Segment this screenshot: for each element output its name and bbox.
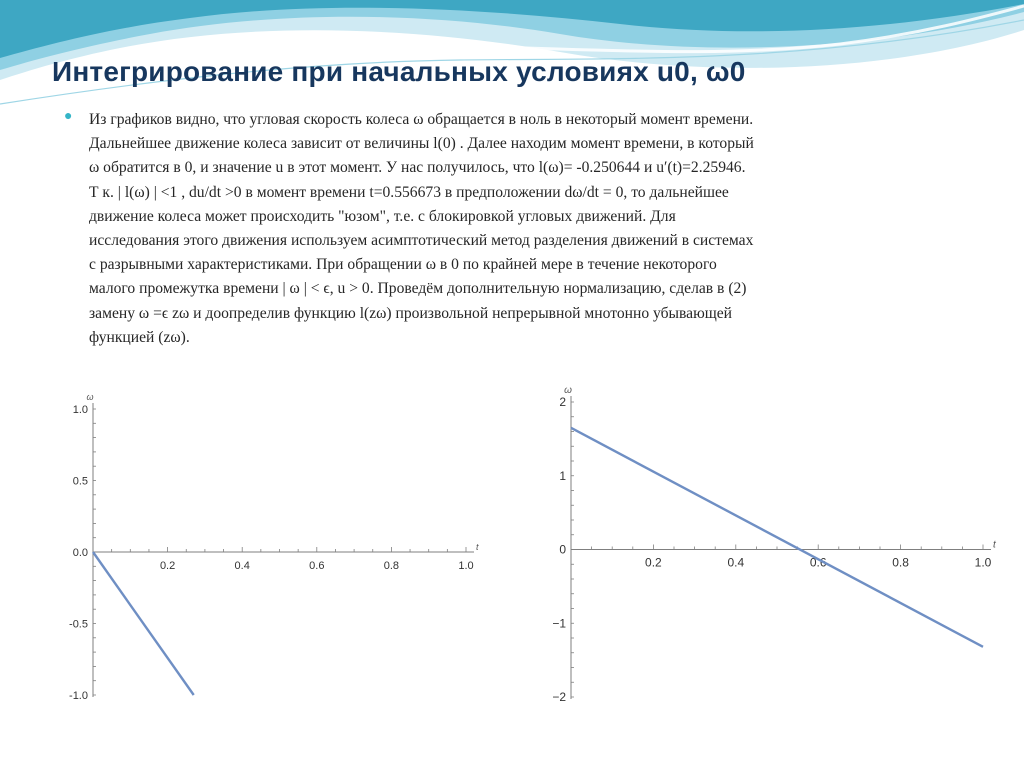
paragraph-line: Дальнейшее движение колеса зависит от величины l(0) . Далее находим момент времени, в который — [89, 135, 754, 153]
body-paragraph — [89, 108, 965, 350]
chart-canvas — [551, 377, 998, 707]
y-tick-label: 1.0 — [72, 404, 88, 416]
y-tick-label: 0.5 — [72, 475, 88, 488]
paragraph-line: функцией (zω). — [89, 328, 190, 346]
paragraph-line: ω обратится в 0, и значение u в этот момент. У нас получилось, что l(ω)= -0.250644 и u′(t)=2.25946. — [89, 159, 746, 177]
x-tick-label: 1.0 — [458, 560, 474, 572]
y-tick-label: 2 — [559, 395, 566, 409]
paragraph-line: Т к. | l(ω) | <1 , du/dt >0 в момент времени t=0.556673 в предположении dω/dt = 0, то дальнейшее — [89, 183, 729, 201]
y-tick-label: -0.5 — [69, 618, 88, 631]
x-tick-label: 0.2 — [645, 555, 662, 570]
y-tick-label: 0 — [559, 542, 566, 557]
paragraph-line: Из графиков видно, что угловая скорость колеса ω обращается в ноль в некоторый момент времени. — [89, 111, 754, 128]
paragraph-line: замену ω =ϵ zω и доопределив функцию l(zω) произвольной непрерывной мнотонно убывающей — [89, 304, 733, 322]
chart-left — [66, 385, 480, 707]
series-line — [571, 428, 983, 647]
y-tick-label: -1.0 — [69, 690, 88, 702]
x-tick-label: 0.4 — [234, 560, 250, 572]
x-tick-label: 0.6 — [309, 560, 325, 572]
paragraph-line: исследования этого движения используем асимптотический метод разделения движений в системах — [89, 232, 754, 250]
paragraph-line: движение колеса может происходить "юзом", т.е. с блокировкой угловых движений. Для — [89, 207, 676, 225]
series-line — [93, 552, 194, 695]
x-axis-label: t — [476, 542, 479, 552]
x-tick-label: 0.4 — [727, 555, 745, 570]
x-tick-label: 1.0 — [974, 555, 992, 570]
y-tick-label: −2 — [552, 690, 566, 704]
paragraph-line: малого промежутка времени | ω | < ϵ, u > 0. Проведём дополнительную нормализацию, сделав в (2) — [89, 280, 747, 298]
y-axis-label: ω — [86, 392, 94, 402]
bullet-dot-icon: ● — [64, 109, 73, 124]
y-tick-label: −1 — [552, 616, 566, 631]
chart-canvas — [66, 385, 480, 707]
x-tick-label: 0.6 — [809, 555, 827, 570]
slide-title: Интегрирование при начальных условиях u0, ω0 — [52, 56, 746, 87]
y-tick-label: 0.0 — [72, 547, 88, 559]
chart-right — [551, 377, 998, 707]
x-axis-label: t — [993, 539, 996, 551]
paragraph-line: с разрывными характеристиками. При обращении ω в 0 по крайней мере в течение некоторого — [89, 256, 717, 274]
y-axis-label: ω — [564, 385, 572, 396]
y-tick-label: 1 — [559, 468, 566, 483]
x-tick-label: 0.8 — [892, 555, 909, 570]
x-tick-label: 0.2 — [159, 560, 176, 572]
x-tick-label: 0.8 — [383, 560, 400, 572]
